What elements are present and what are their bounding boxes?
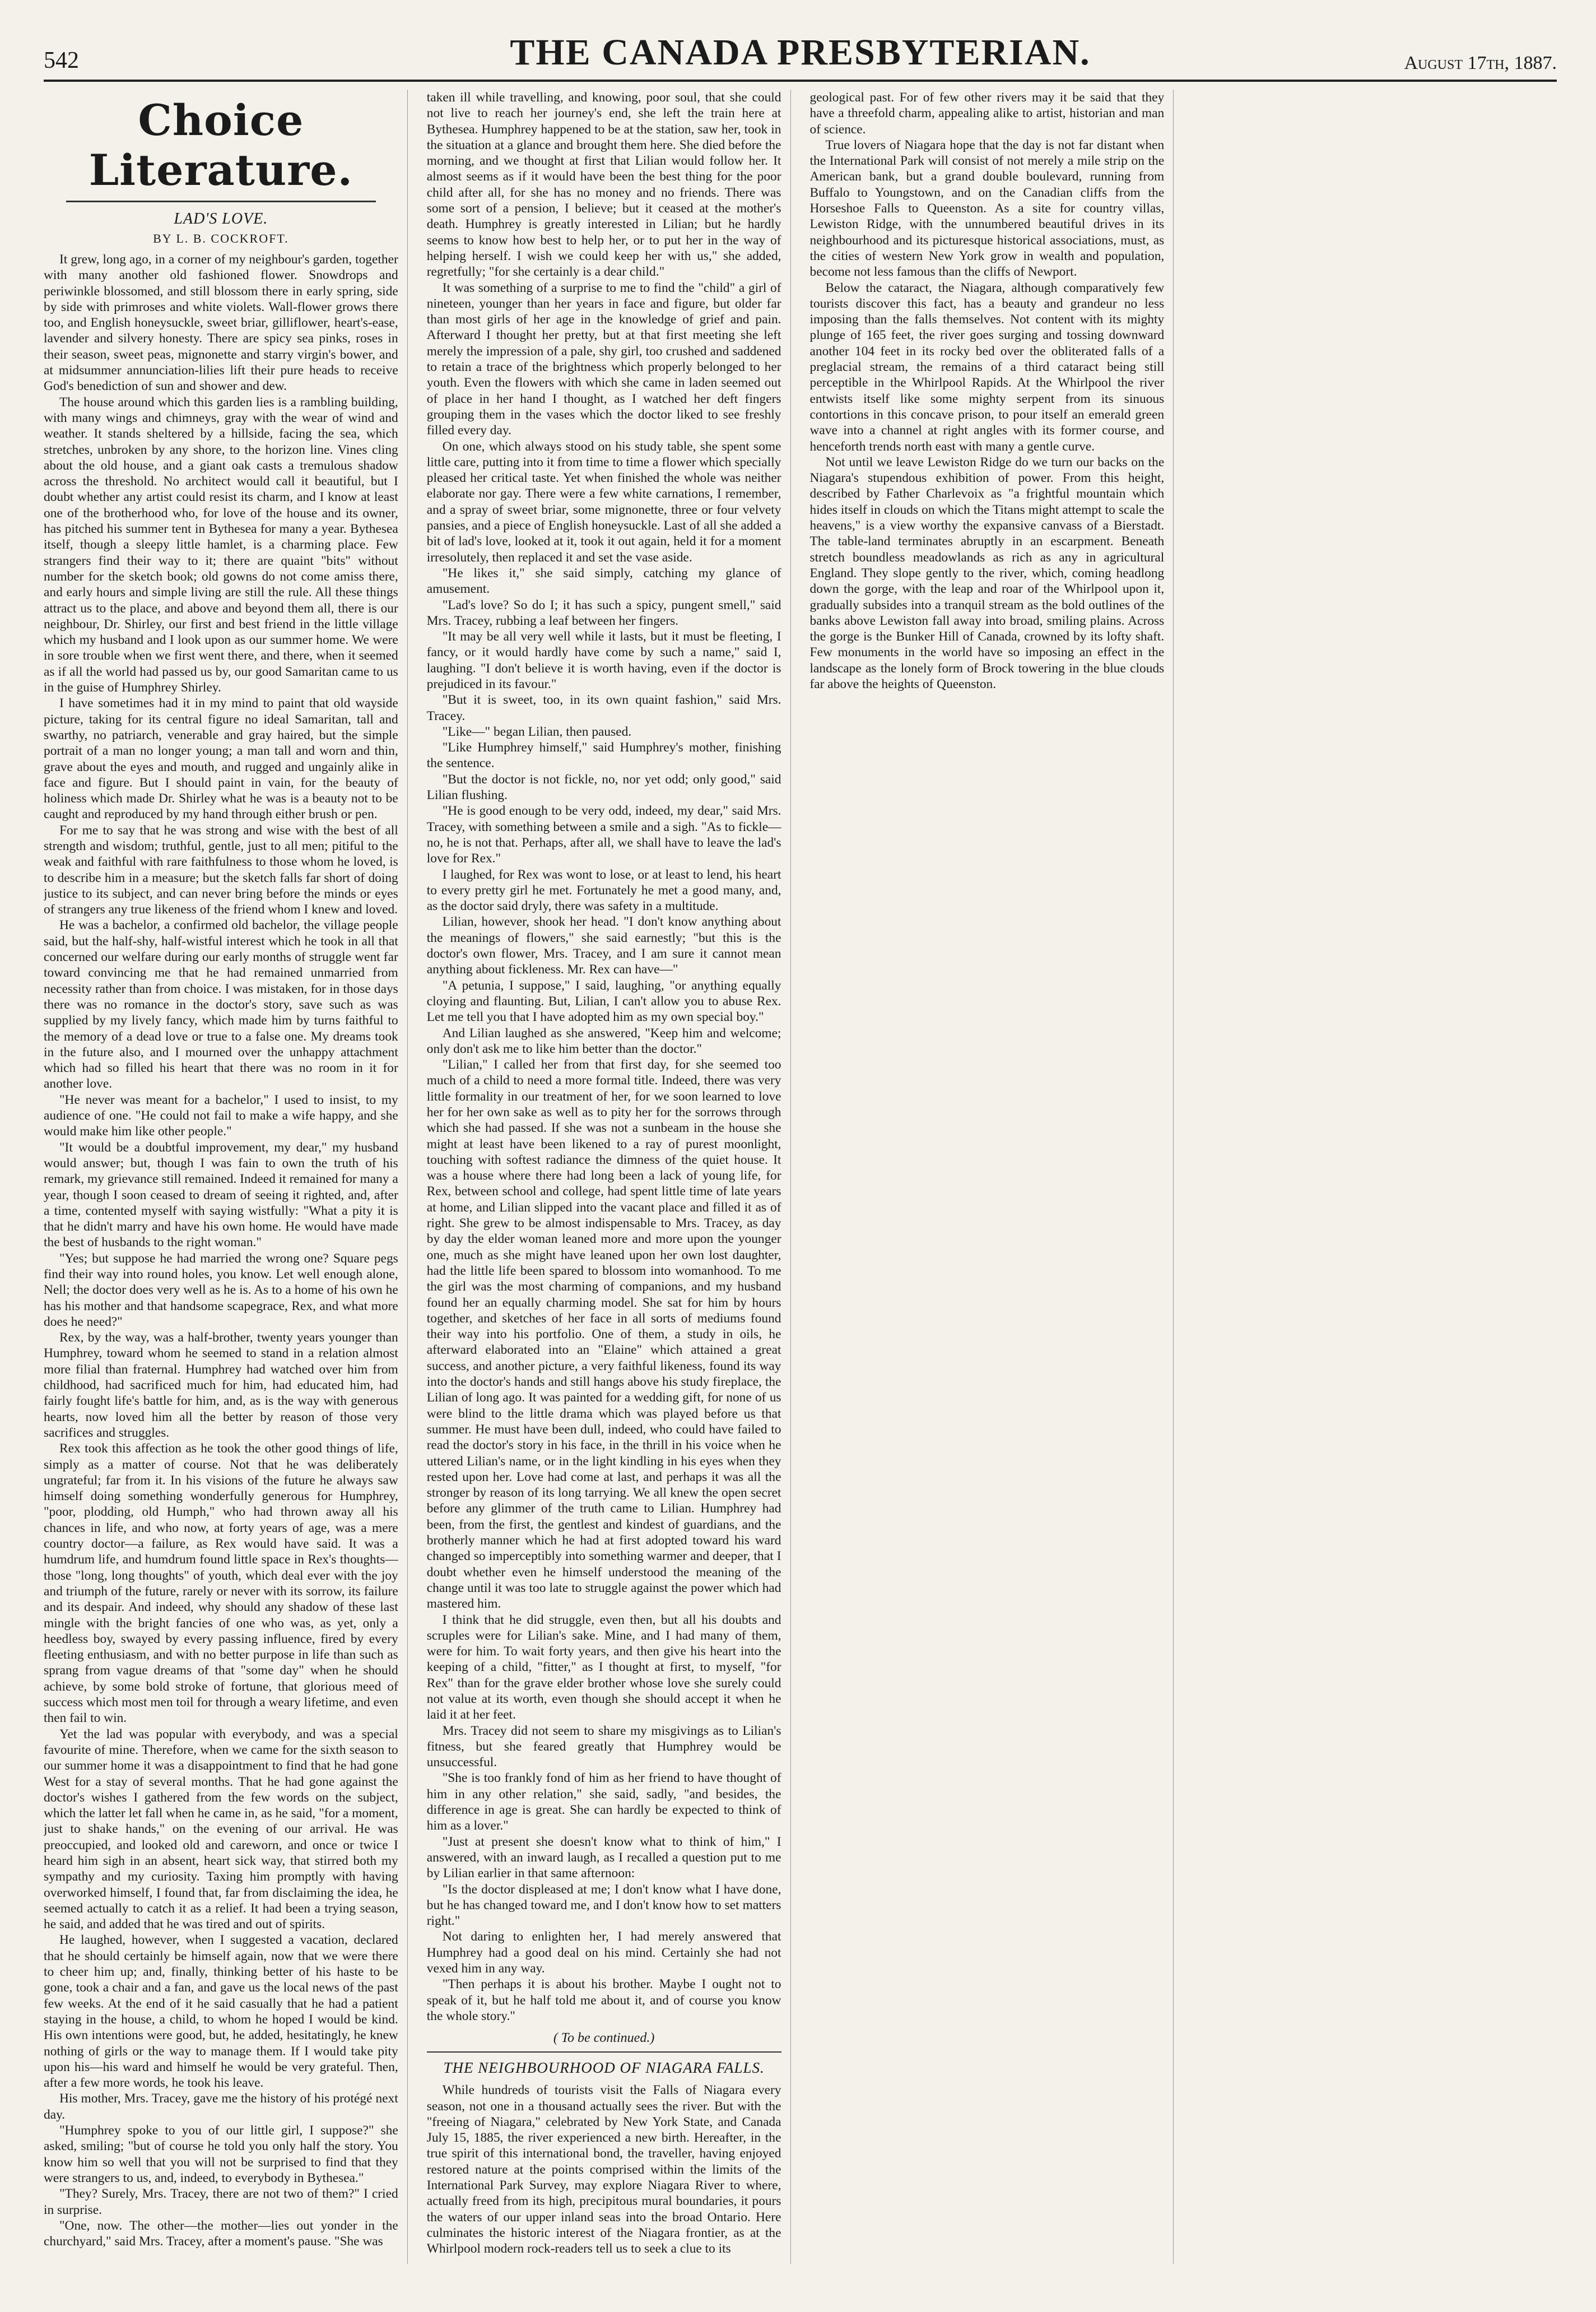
article-paragraph-continued: geological past. For of few other rivers may it be said that they have a threefold charm, appealing alike to artist, historian and man of science.	[809, 90, 1165, 137]
article-paragraph: Yet the lad was popular with everybody, and was a special favourite of mine. Therefore, when we came for the sixth season to our summer home it was a disappointment to find that he had gone West for a stay of several months. That he had gone against the doctor's wishes I gathered from the few words on the subject, which the latter let fall when he came in, as he said, "for a moment, just to shake hands," on the evening of our arrival. He was preoccupied, and looked old and careworn, and once or twice I heard him sigh in an absent, heart sick way, that stirred both my sympathy and my curiosity. Taxing him promptly with having overworked himself, I found that, far from disclaiming the idea, he seemed actually to catch it as a relief. It had been a trying season, he said, and added that he was tired and out of spirits.	[44, 1726, 398, 1932]
article-paragraph: On one, which always stood on his study table, she spent some little care, putting into it from time to time a flower which specially pleased her critical taste. Yet when finished the whole was neither elaborate nor gay. There were a few white carnations, I remember, and a spray of sweet briar, some mignonette, three or four velvety pansies, and a piece of English honeysuckle. Last of all she added a bit of lad's love, looked at it, took it out again, held it for a moment irresolutely, then replaced it and set the vase aside.	[426, 439, 781, 565]
article-byline: BY L. B. COCKROFT.	[153, 231, 289, 245]
article-paragraph: I think that he did struggle, even then, but all his doubts and scruples were for Lilian's sake. Mine, and I had many of them, were for him. To wait forty years, and then give his heart into the keeping of a child, "fitter," as I thought at first, to myself, "for Rex" than for the grave elder brother whose love she surely could not value at its worth, even though she should accept it when he laid it at her feet.	[426, 1612, 781, 1723]
article-paragraph: Below the cataract, the Niagara, although comparatively few tourists discover this fact, has a beauty and grandeur no less imposing than the falls themselves. Not content with its mighty plunge of 165 feet, the river goes surging and tossing downward another 104 feet in its rocky bed over the obliterated falls of a preglacial stream, the remains of a third cataract being still perceptible in the Whirlpool Rapids. At the Whirlpool the river entwists itself like some mighty serpent from its sinuous contortions in this concave prison, to pour itself an emerald green wave into a channel at right angles with its former course, and henceforth trends north east with many a gentle curve.	[809, 280, 1165, 454]
article-paragraph: "He is good enough to be very odd, indeed, my dear," said Mrs. Tracey, with something between a smile and a sigh. "As to fickle—no, he is not that. Perhaps, after all, we shall have to leave the lad's love for Rex."	[426, 804, 781, 866]
text-columns	[44, 90, 1557, 2264]
article-paragraph: Not daring to enlighten her, I had merely answered that Humphrey had a good deal on his mind. Certainly she had not vexed him in any way.	[426, 1929, 781, 1976]
article-title: LAD'S LOVE.	[174, 210, 268, 228]
article-paragraph: "But the doctor is not fickle, no, nor yet odd; only good," said Lilian flushing.	[426, 772, 781, 803]
page-number: 542	[44, 48, 79, 73]
article-title-niagara: THE NEIGHBOURHOOD OF NIAGARA FALLS.	[443, 2059, 765, 2077]
article-paragraph: True lovers of Niagara hope that the day is not far distant when the International Park will consist of not merely a mile strip on the American bank, but a grand double boulevard, running from Buffalo to Youngstown, and on the Canadian cliffs from the Horseshoe Falls to Queenston. As a site for country villas, Lewiston Ridge, with the unnumbered beautiful drives in its neighbourhood and its picturesque historical associations, must, as the cities of western New York grow in wealth and population, become not less famous than the cliffs of Newport.	[809, 137, 1165, 280]
article-paragraph: The house around which this garden lies is a rambling building, with many wings and chimneys, gray with the wear of wind and weather. It stands sheltered by a hillside, facing the sea, which stretches, unbroken by any shore, to the horizon line. Vines cling about the old house, and a giant oak casts a tremulous shadow across the threshold. No architect would call it beautiful, but I doubt whether any artist could resist its charm, and I know at least one of the brotherhood who, for love of the house and its owner, has pitched his summer tent in Bythesea for many a year. Bythesea itself, though a sleepy little hamlet, is a charming place. Few strangers find their way to it; there are quaint "bits" without number for the sketch book; old gowns do not come amiss there, and early hours and simple living are still the rule. All these things attract us to the place, and above and beyond them all, there is our neighbour, Dr. Shirley, our first and best friend in the little village which my husband and I look upon as our summer home. We were in sore trouble when we first went there, and there, when it seemed as if all the world had passed us by, our good Samaritan came to us in the guise of Humphrey Shirley.	[44, 394, 398, 695]
section-heading: Choice Literature.	[89, 95, 353, 195]
article-paragraph: "Lad's love? So do I; it has such a spicy, pungent smell," said Mrs. Tracey, rubbing a leaf between her fingers.	[426, 597, 781, 628]
article-paragraph: "Like Humphrey himself," said Humphrey's mother, finishing the sentence.	[426, 740, 781, 771]
article-paragraph: And Lilian laughed as she answered, "Keep him and welcome; only don't ask me to like him better than the doctor."	[426, 1025, 781, 1056]
column-2-body	[427, 90, 781, 2257]
article-separator-rule	[427, 2051, 781, 2053]
article-paragraph: "Lilian," I called her from that first day, for she seemed too much of a child to need a more formal title. Indeed, there was very little formality in our treatment of her, for we soon learned to love her for her own sake as well as to pity her for the sorrows through which she had passed. If she was not a sunbeam in the house she might at least have been likened to a ray of purest moonlight, touching with softest radiance the dimness of the quiet house. It was a house where there had long been a lack of young life, for Rex, between school and college, had spent little time of late years at home, and Lilian slipped into the vacant place and filled it as of right. She grew to be almost indispensable to Mrs. Tracey, as day by day the elder woman leaned more and more upon the younger one, much as she might have leaned upon her own lost daughter, had the little life been spared to blossom into womanhood. To me the girl was the most charming of companions, and my husband found her an equally charming model. She sat for him by hours together, and sketches of her face in all sorts of mediums found their way into his portfolio. One of them, a study in oils, he afterward elaborated into an "Elaine" which attained a great success, and another picture, a very faithful likeness, found its way into the doctor's hands and still hangs above his study fireplace, the Lilian of long ago. It was painted for a wedding gift, for none of us were blind to the little drama which was played before us that summer. He must have been dull, indeed, who could have failed to read the doctor's story in his face, in the thrill in his voice when he uttered Lilian's name, or in the light kindling in his eyes when they rested upon her. Love had come at last, and perhaps it was all the stronger by reason of its long tarrying. We all knew the open secret before any glimmer of the truth came to Lilian. Humphrey had been, from the first, the gentlest and kindest of guardians, and the brotherly manner which he had at first adopted toward his ward changed so imperceptibly into something warmer and deeper, that I doubt whether even he himself understood the meaning of the change until it was too late to struggle against the power which had mastered him.	[426, 1057, 781, 1612]
issue-date: August 17th, 1887.	[1404, 53, 1557, 73]
article-paragraph: He laughed, however, when I suggested a vacation, declared that he should certainly be himself again, now that we were there to cheer him up; and, finally, thinking better of his haste to be gone, took a chair and a fan, and gave us the local news of the past few weeks. At the end of it he said casually that he had a patient staying in the house, a child, to whom he hoped I would be kind. His own intentions were good, but, he added, hesitatingly, he knew nothing of girls or the way to manage them. If I would take pity upon his—his ward and himself he would be very grateful. Then, after a few more words, he took his leave.	[44, 1933, 398, 2091]
article-paragraph: It grew, long ago, in a corner of my neighbour's garden, together with many another old fashioned flower. Snowdrops and periwinkle blossomed, and still blossom there in early spring, side by side with primroses and white violets. Wall-flower grows there too, and English honeysuckle, sweet briar, gilliflower, heart's-ease, lavender and silvery honesty. There are spicy sea pinks, roses in their season, sweet peas, mignonette and starry virgin's bower, and at midsummer annunciation-lilies lift their pure heads to receive God's benediction of sun and shower and dew.	[44, 252, 398, 394]
article-paragraph: I have sometimes had it in my mind to paint that old wayside picture, taking for its central figure no ideal Samaritan, tall and swarthy, no patriarch, venerable and gray haired, but the simple portrait of a man no longer young; a man tall and worn and thin, grave about the eyes and mouth, and rugged and ungainly alike in face and figure. But I should paint in vain, for the beauty of holiness which made Dr. Shirley what he was is a beauty not to be caught and reproduced by my hand through either brush or pen.	[44, 696, 398, 822]
article-paragraph: While hundreds of tourists visit the Falls of Niagara every season, not one in a thousand actually sees the river. But with the "freeing of Niagara," celebrated by New York State, and Canada July 15, 1885, the river experienced a new birth. Hereafter, in the true spirit of this international bond, the traveller, having enjoyed restored nature at the points comprised within the limits of the International Park Survey, may explore Niagara River to where, actually freed from its high, precipitous mural boundaries, it pours the waters of our upper inland seas into the broad Ontario. Here culminates the historic interest of the Niagara frontier, as at the Whirlpool modern rock-readers tell us to seek a clue to its	[426, 2083, 781, 2257]
article-paragraph: I laughed, for Rex was wont to lose, or at least to lend, his heart to every pretty girl he met. Fortunately he met a good many, and, as the doctor said dryly, there was safety in a multitude.	[426, 867, 781, 914]
column-3	[810, 90, 1174, 2264]
column-1-body	[44, 252, 398, 2249]
column-2	[427, 90, 791, 2264]
article-paragraph: "Yes; but suppose he had married the wrong one? Square pegs find their way into round holes, you know. Let well enough alone, Nell; the doctor does very well as he is. As to a home of his own he has his mother and that handsome scapegrace, Rex, and what more does he need?"	[44, 1251, 398, 1329]
to-be-continued-note: ( To be continued.)	[553, 2031, 655, 2046]
article-paragraph-continued: taken ill while travelling, and knowing, poor soul, that she could not live to reach her journey's end, she left the train here at Bythesea. Humphrey happened to be at the station, saw her, took in the situation at a glance and brought them here. She died before the morning, and we thought at first that Lilian would follow her. It almost seems as if it would have been the best thing for the poor child after all, for she has no money and no friends. There was some sort of a pension, I believe; but it ceased at the mother's death. Humphrey is greatly interested in Lilian; but he hardly seems to know how best to help her, or to put her in the way of helping herself. I wish we could keep her with us," she added, regretfully; "for she certainly is a dear child."	[426, 90, 781, 280]
article-paragraph: He was a bachelor, a confirmed old bachelor, the village people said, but the half-shy, half-wistful interest which he took in all that concerned our welfare during our early months of struggle went far toward convincing me that he had remained unmarried from necessity rather than from choice. I was mistaken, for in those days there was no romance in the doctor's story, save such as was supplied by my lively fancy, which made him by turns faithful to the memory of a dead love or true to a false one. My dreams took in the future also, and I mourned over the unhappy attachment which had so filled his heart that there was no room in it for another love.	[44, 918, 398, 1092]
article-paragraph: "Humphrey spoke to you of our little girl, I suppose?" she asked, smiling; "but of course he told you only half the story. You know him so well that you will not be surprised to find that they were strangers to us, and, indeed, to everybody in Bythesea."	[44, 2123, 398, 2185]
article-paragraph: Not until we leave Lewiston Ridge do we turn our backs on the Niagara's stupendous exhibition of power. From this height, described by Father Charlevoix as "a frightful mountain which hides itself in clouds on which the Titans might attempt to scale the heavens," is a view worthy the expansive canvass of a Bierstadt. The table-land terminates abruptly in an escarpment. Beneath stretch boundless meadowlands as rich as any in agricultural England. They slope gently to the river, which, coming headlong down the gorge, with the leap and roar of the Whirlpool upon it, gradually subsides into a tranquil stream as the bold outlines of the banks above Lewiston fall away into broad, smiling plains. Across the gorge is the Bunker Hill of Canada, crowned by its lofty shaft. Few monuments in the world have so imposing an effect in the landscape as the lonely form of Brock towering in the blue clouds far above the heights of Queenston.	[809, 454, 1165, 691]
article-paragraph: "She is too frankly fond of him as her friend to have thought of him in any other relation," she said, sadly, "and besides, the difference in age is great. She can hardly be expected to think of him as a lover."	[426, 1771, 781, 1833]
article-paragraph: "A petunia, I suppose," I said, laughing, "or anything equally cloying and flaunting. But, Lilian, I can't allow you to abuse Rex. Let me tell you that I have adopted him as my own special boy."	[426, 978, 781, 1025]
article-paragraph: "Then perhaps it is about his brother. Maybe I ought not to speak of it, but he half told me about it, and of course you know the whole story."	[426, 1977, 781, 2023]
newspaper-title: THE CANADA PRESBYTERIAN.	[510, 32, 1091, 73]
article-paragraph: "But it is sweet, too, in its own quaint fashion," said Mrs. Tracey.	[426, 693, 781, 723]
article-paragraph: "It may be all very well while it lasts, but it must be fleeting, I fancy, or it would hardly have come by such a name," said I, laughing. "I don't believe it is worth having, even if the doctor is prejudiced in its favour."	[426, 629, 781, 691]
article-paragraph: "Like—" began Lilian, then paused.	[442, 724, 632, 739]
article-paragraph: Rex, by the way, was a half-brother, twenty years younger than Humphrey, toward whom he seemed to stand in a relation almost more filial than fraternal. Humphrey had watched over him from childhood, had sacrificed much for him, had educated him, had fairly fought life's battle for him, and, as is the way with generous hearts, now loved him all the better by reason of those very sacrifices and struggles.	[44, 1330, 398, 1440]
heading-rule	[66, 201, 376, 202]
column-1	[44, 90, 408, 2264]
article-paragraph: For me to say that he was strong and wise with the best of all strength and wisdom; truthful, gentle, just to all men; pitiful to the weak and faithful with rare faithfulness to those whom he loved, is to describe him in a measure; but the sketch falls far short of doing justice to its subject, and can never bring before the minds or eyes of strangers any true likeness of the friend whom I knew and loved.	[44, 823, 398, 917]
article-paragraph: "It would be a doubtful improvement, my dear," my husband would answer; but, though I was fain to own the truth of his remark, my grievance still remained. Indeed it remained for many a year, though I soon ceased to dream of seeing it righted, and, after a time, contented myself with saying wistfully: "What a pity it is that he didn't marry and have his own home. He would have made the best of husbands to the right woman."	[44, 1140, 398, 1250]
article-paragraph: Lilian, however, shook her head. "I don't know anything about the meanings of flowers," she said earnestly; "but this is the doctor's own flower, Mrs. Tracey, and I am sure it cannot mean anything about fickleness. Mr. Rex can have—"	[426, 914, 781, 977]
article-paragraph: "Just at present she doesn't know what to think of him," I answered, with an inward laugh, as I recalled a question put to me by Lilian earlier in that same afternoon:	[426, 1834, 781, 1881]
article-paragraph: It was something of a surprise to me to find the "child" a girl of nineteen, younger than her years in face and figure, but older far than most girls of her age in the knowledge of grief and pain. Afterward I thought her pretty, but at that first meeting she left merely the impression of a pale, shy girl, too crushed and saddened to retain a trace of the brightness which properly belonged to her youth. Even the flowers with which she came in laden seemed out of place in her hand I thought, as I watched her deft fingers grouping them in the vases which the doctor liked to see freshly filled every day.	[426, 280, 781, 438]
masthead	[44, 33, 1557, 82]
column-3-body	[810, 90, 1165, 692]
article-paragraph: "One, now. The other—the mother—lies out yonder in the churchyard," said Mrs. Tracey, after a moment's pause. "She was	[44, 2218, 398, 2249]
article-paragraph: Mrs. Tracey did not seem to share my misgivings as to Lilian's fitness, but she feared greatly that Humphrey would be unsuccessful.	[426, 1723, 781, 1770]
article-paragraph: "They? Surely, Mrs. Tracey, there are not two of them?" I cried in surprise.	[44, 2186, 398, 2217]
column-4	[1193, 90, 1557, 2264]
article-paragraph: His mother, Mrs. Tracey, gave me the history of his protégé next day.	[44, 2091, 398, 2122]
article-paragraph: "He likes it," she said simply, catching my glance of amusement.	[426, 565, 781, 597]
article-paragraph: "He never was meant for a bachelor," I used to insist, to my audience of one. "He could not fail to make a wife happy, and she would make him like other people."	[44, 1092, 398, 1139]
article-paragraph: Rex took this affection as he took the other good things of life, simply as a matter of course. Not that he was deliberately ungrateful; far from it. In his visions of the future he always saw himself doing something wonderfully generous for Humphrey, "poor, plodding, old Humph," who had thrown away all his chances in life, and who now, at forty years of age, was a mere country doctor—a failure, as Rex would have said. It was a humdrum life, and humdrum found little space in Rex's thoughts—those "long, long thoughts" of youth, which deal ever with the joy and triumph of the future, rarely or never with its sorrow, its failure and its despair. And indeed, why should any shadow of these last mingle with the bright fancies of one who was, as yet, only a heedless boy, swayed by every passing influence, fired by every fleeting enthusiasm, and with no better purpose in life than such as sprang from vague dreams of that "some day" when he should achieve, by some bold stroke of fortune, that glorious meed of success which most men toil for through a weary lifetime, and even then fail to win.	[44, 1441, 398, 1726]
article-paragraph: "Is the doctor displeased at me; I don't know what I have done, but he has changed toward me, and I don't know how to set matters right."	[426, 1882, 781, 1929]
